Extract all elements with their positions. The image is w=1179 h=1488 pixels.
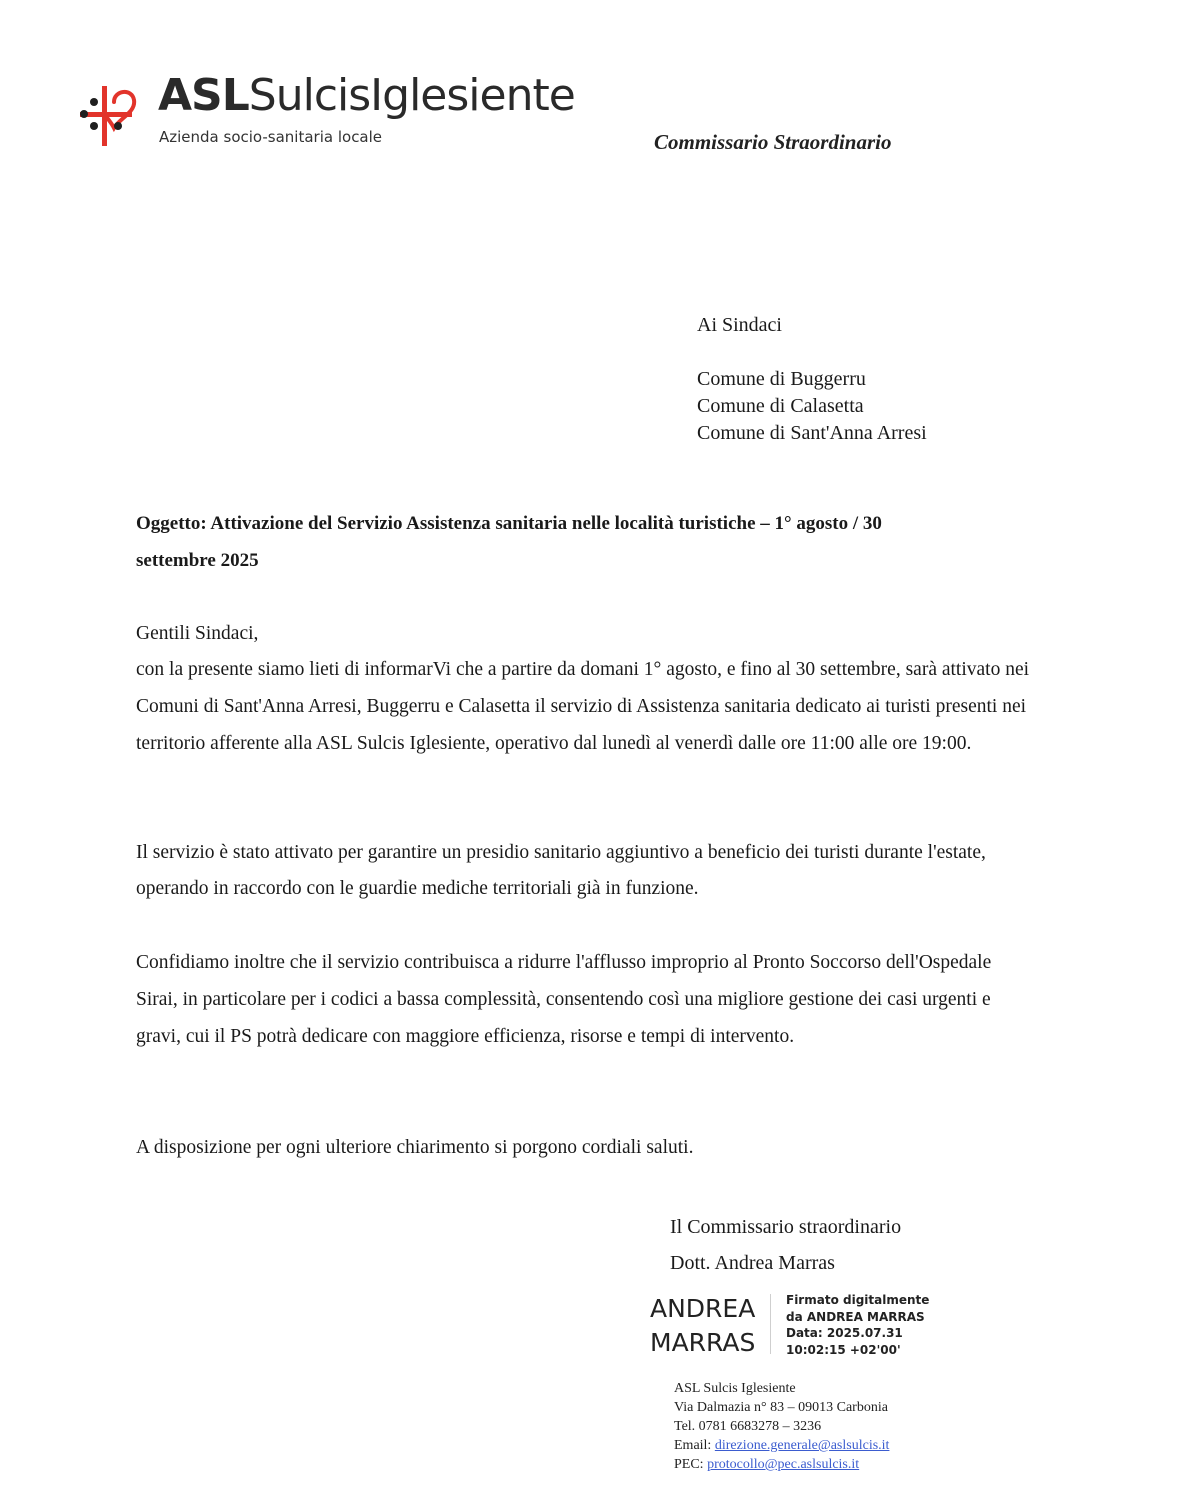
- digital-signature-name-line: MARRAS: [650, 1328, 756, 1357]
- signature-name: Dott. Andrea Marras: [670, 1252, 835, 1274]
- footer-phone: Tel. 0781 6683278 – 3236: [674, 1419, 822, 1434]
- footer-email-row: [674, 1436, 889, 1455]
- asl-logo: [76, 70, 596, 156]
- body-paragraph-4: A disposizione per ogni ulteriore chiarimento si porgono cordiali saluti.: [136, 1137, 694, 1158]
- digital-signature-divider: [770, 1294, 771, 1354]
- signature-role: Il Commissario straordinario: [670, 1216, 902, 1238]
- recipients-greeting: Ai Sindaci: [697, 314, 782, 336]
- digital-signature-name-line: ANDREA: [650, 1294, 756, 1323]
- body-paragraph-2: Il servizio è stato attivato per garantire un presidio sanitario aggiuntivo a beneficio dei turisti durante l'estate, operando in raccordo con le guardie mediche territoriali già in funzione.: [136, 842, 986, 899]
- digital-signature-info-line: Firmato digitalmente: [786, 1293, 930, 1307]
- digital-signature-info-line: Data: 2025.07.31: [786, 1326, 903, 1340]
- footer-pec-label: PEC:: [674, 1457, 704, 1472]
- footer-contacts: [674, 1379, 889, 1474]
- office-title: Commissario Straordinario: [654, 130, 892, 154]
- logo-name-regular: SulcisIglesiente: [248, 70, 575, 121]
- digital-signature-name: [650, 1292, 755, 1360]
- logo-wordmark: [158, 70, 575, 121]
- recipient-item: Comune di Calasetta: [697, 395, 864, 417]
- logo-subtitle: Azienda socio-sanitaria locale: [159, 128, 383, 146]
- logo-name-bold: ASL: [158, 70, 249, 121]
- subject-line-1: Oggetto: Attivazione del Servizio Assistenza sanitaria nelle località turistiche – 1° agosto / 30: [136, 513, 882, 534]
- digital-signature-info-line: da ANDREA MARRAS: [786, 1309, 925, 1324]
- body-paragraph-1: con la presente siamo lieti di informarVi che a partire da domani 1° agosto, e fino al 30 settembre, sarà attivato nei Comuni di Sant'Anna Arresi, Buggerru e Calasetta il servizio di Assistenza sanitaria dedicato ai turisti presenti nei territorio afferente alla ASL Sulcis Iglesiente, operativo dal lunedì al venerdì dalle ore 11:00 alle ore 19:00.: [136, 659, 1030, 754]
- footer-email-label: Email:: [674, 1438, 712, 1453]
- email-link[interactable]: direzione.generale@aslsulcis.it: [714, 1438, 890, 1453]
- recipients-block: [697, 312, 927, 447]
- footer-pec-row: [674, 1455, 889, 1474]
- digital-signature: [648, 1290, 948, 1362]
- subject-line: [136, 505, 996, 579]
- footer-org: ASL Sulcis Iglesiente: [674, 1381, 796, 1396]
- cross-heart-logo-icon: [76, 78, 148, 150]
- body-paragraph-3: Confidiamo inoltre che il servizio contribuisca a ridurre l'afflusso improprio al Pronto Soccorso dell'Ospedale Sirai, in particolare per i codici a bassa complessità, consentendo così una migliore gestione dei casi urgenti e gravi, cui il PS potrà dedicare con maggiore efficienza, risorse e tempi di intervento.: [136, 952, 992, 1047]
- footer-address: Via Dalmazia n° 83 – 09013 Carbonia: [674, 1400, 888, 1415]
- pec-link[interactable]: protocollo@pec.aslsulcis.it: [707, 1457, 860, 1472]
- digital-signature-info-line: 10:02:15 +02'00': [786, 1342, 901, 1357]
- subject-line-2: settembre 2025: [136, 550, 259, 571]
- recipient-item: Comune di Sant'Anna Arresi: [697, 422, 927, 444]
- digital-signature-info: [786, 1292, 929, 1358]
- salutation: Gentili Sindaci,: [136, 623, 259, 644]
- recipient-item: Comune di Buggerru: [697, 368, 866, 390]
